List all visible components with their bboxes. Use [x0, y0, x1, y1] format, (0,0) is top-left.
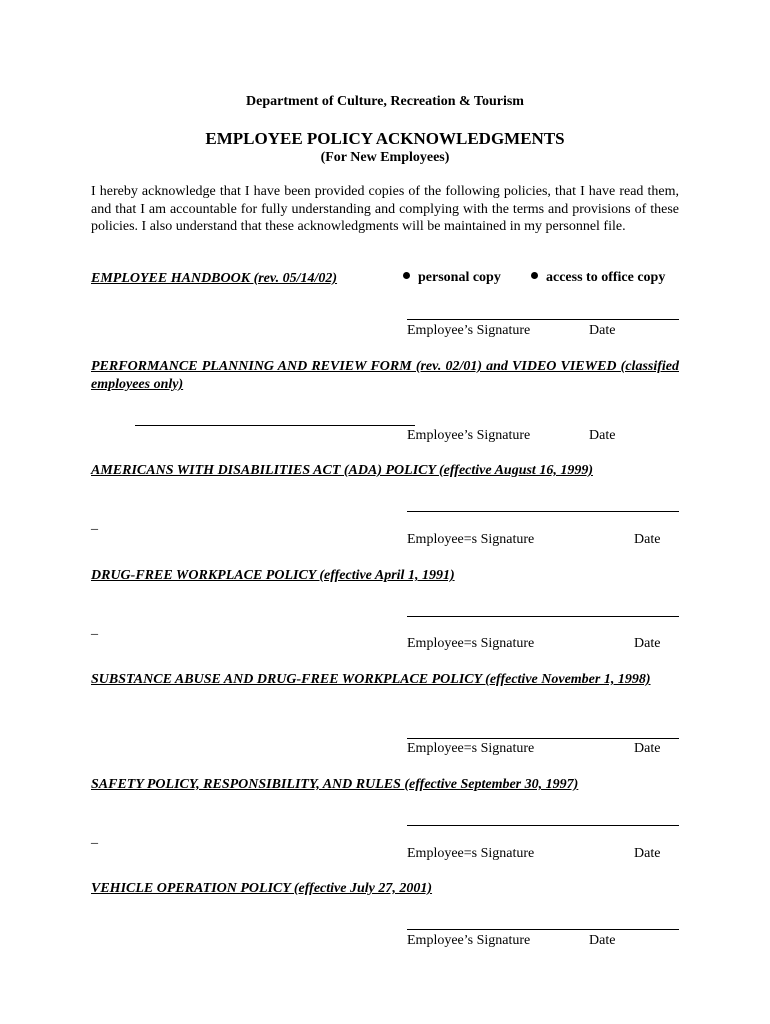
date-label: Date [634, 532, 661, 547]
signature-label: Employee=s Signature [407, 741, 535, 756]
option-label: access to office copy [546, 270, 666, 285]
signature-line [407, 511, 679, 512]
option-access-office-copy [531, 270, 665, 286]
signature-label: Employee=s Signature [407, 636, 535, 651]
option-personal-copy [403, 270, 501, 286]
bullet-icon [403, 272, 410, 279]
signature-line [407, 738, 679, 739]
date-label: Date [634, 846, 661, 861]
signature-label: Employee’s Signature [407, 323, 531, 338]
signature-line [407, 319, 679, 320]
date-label: Date [589, 428, 616, 443]
signature-line [135, 425, 415, 426]
section-heading-employee-handbook: EMPLOYEE HANDBOOK (rev. 05/14/02) [91, 271, 338, 286]
date-label: Date [634, 636, 661, 651]
page-subtitle: (For New Employees) [320, 150, 450, 165]
stray-mark: _ [91, 517, 98, 532]
stray-mark: _ [91, 831, 98, 846]
section-heading-substance-abuse-policy: SUBSTANCE ABUSE AND DRUG-FREE WORKPLACE POLICY (effective November 1, 1998) [91, 672, 651, 687]
section-heading-performance-planning: PERFORMANCE PLANNING AND REVIEW FORM (rev. 02/01) and VIDEO VIEWED (classified employees only) [91, 359, 679, 392]
option-label: personal copy [418, 270, 501, 285]
signature-line [407, 616, 679, 617]
date-label: Date [634, 741, 661, 756]
signature-label: Employee=s Signature [407, 846, 535, 861]
department-name: Department of Culture, Recreation & Tourism [246, 94, 524, 109]
section-heading-drug-free-policy: DRUG-FREE WORKPLACE POLICY (effective April 1, 1991) [91, 568, 455, 583]
page-title: EMPLOYEE POLICY ACKNOWLEDGMENTS [205, 129, 565, 148]
section-heading-safety-policy: SAFETY POLICY, RESPONSIBILITY, AND RULES (effective September 30, 1997) [91, 777, 579, 792]
bullet-icon [531, 272, 538, 279]
signature-label: Employee’s Signature [407, 933, 531, 948]
signature-line [407, 825, 679, 826]
intro-paragraph: I hereby acknowledge that I have been provided copies of the following policies, that I have read them, and that I am accountable for fully understanding and complying with the terms and provisions of these policies. I also understand that these acknowledgments will be maintained in my personnel file. [91, 184, 679, 234]
date-label: Date [589, 933, 616, 948]
signature-label: Employee’s Signature [407, 428, 531, 443]
section-heading-vehicle-operation-policy: VEHICLE OPERATION POLICY (effective July 27, 2001) [91, 881, 433, 896]
stray-mark: _ [91, 622, 98, 637]
signature-line [407, 929, 679, 930]
date-label: Date [589, 323, 616, 338]
signature-label: Employee=s Signature [407, 532, 535, 547]
section-heading-ada-policy: AMERICANS WITH DISABILITIES ACT (ADA) POLICY (effective August 16, 1999) [91, 463, 593, 478]
